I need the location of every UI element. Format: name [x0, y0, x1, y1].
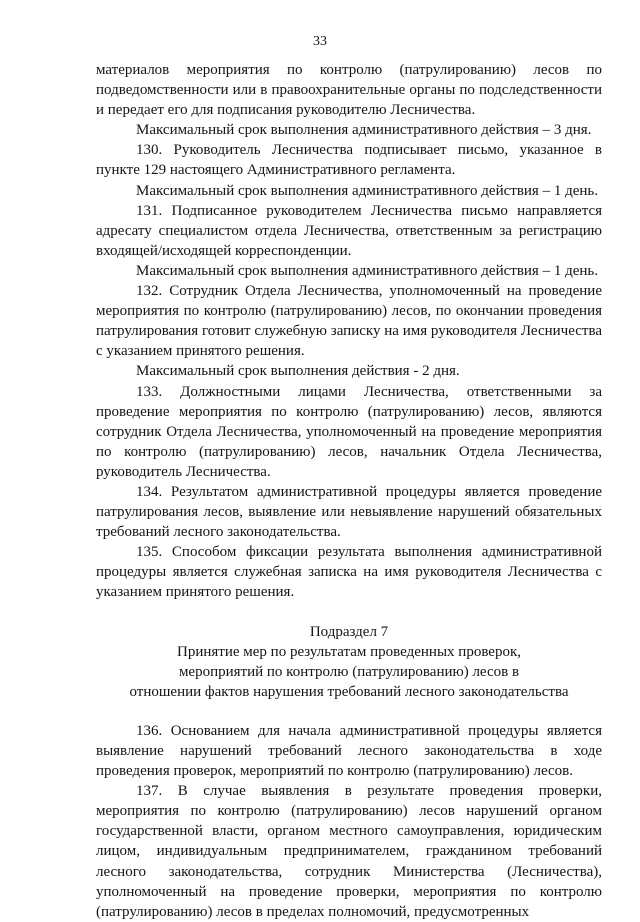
- paragraph: 131. Подписанное руководителем Лесничества письмо направляется адресату специалистом отдела Лесничества, ответственным за регистрацию входящей/исходящей корреспонденции.: [96, 202, 602, 259]
- subsection-heading: [96, 622, 602, 702]
- paragraph: Максимальный срок выполнения административного действия – 1 день.: [136, 182, 598, 199]
- paragraph: 135. Способом фиксации результата выполнения административной процедуры является служебная записка на имя руководителя Лесничества с указанием принятого решения.: [96, 544, 602, 601]
- paragraph: Максимальный срок выполнения действия - 2 дня.: [136, 363, 460, 380]
- paragraph: материалов мероприятия по контролю (патрулированию) лесов по подведомственности или в правоохранительные органы по подследственности и передает его для подписания руководителю Лесничества.: [96, 62, 602, 119]
- subsection-title-line: отношении фактов нарушения требований лесного законодательства: [129, 683, 569, 700]
- paragraph: 136. Основанием для начала административной процедуры является выявление нарушений требований лесного законодательства в ходе проведения проверок, мероприятий по контролю (патрулированию) лесов.: [96, 722, 602, 780]
- paragraph: 132. Сотрудник Отдела Лесничества, уполномоченный на проведение мероприятия по контролю (патрулированию) лесов, по окончании проведения патрулирования готовит служебную записку на имя руководителя Лесничества с указанием принятого решения.: [96, 283, 602, 360]
- subsection-label: Подраздел 7: [309, 623, 389, 640]
- paragraph: 137. В случае выявления в результате проведения проверки, мероприятия по контролю (патрулированию) лесов нарушений органом государственной власти, органом местного самоуправления, юридическим лицом, индивидуальным предпринимателем, гражданином требований лесного законодательства, сотрудник Министерства (Лесничества), уполномоченный на проведение проверки, мероприятия по контролю (патрулированию) лесов в пределах полномочий, предусмотренных: [96, 783, 602, 920]
- paragraph: 130. Руководитель Лесничества подписывает письмо, указанное в пункте 129 настоящего Административного регламента.: [96, 142, 602, 179]
- paragraph: 134. Результатом административной процедуры является проведение патрулирования лесов, выявление или невыявление нарушений обязательных требований лесного законодательства.: [96, 483, 602, 541]
- subsection-title-line: мероприятий по контролю (патрулированию) лесов в: [178, 663, 520, 680]
- subsection-title-line: Принятие мер по результатам проведенных проверок,: [176, 643, 522, 660]
- paragraph: Максимальный срок выполнения административного действия – 1 день.: [136, 262, 598, 279]
- paragraph: 133. Должностными лицами Лесничества, ответственными за проведение мероприятия по контролю (патрулированию) лесов, являются сотрудник Отдела Лесничества, уполномоченный на проведение мероприятия по контролю (патрулированию) лесов, начальник Отдела Лесничества, руководитель Лесничества.: [96, 383, 602, 480]
- document-body: [96, 60, 602, 922]
- paragraph: Максимальный срок выполнения административного действия – 3 дня.: [136, 122, 592, 139]
- page-number: 33: [313, 34, 327, 49]
